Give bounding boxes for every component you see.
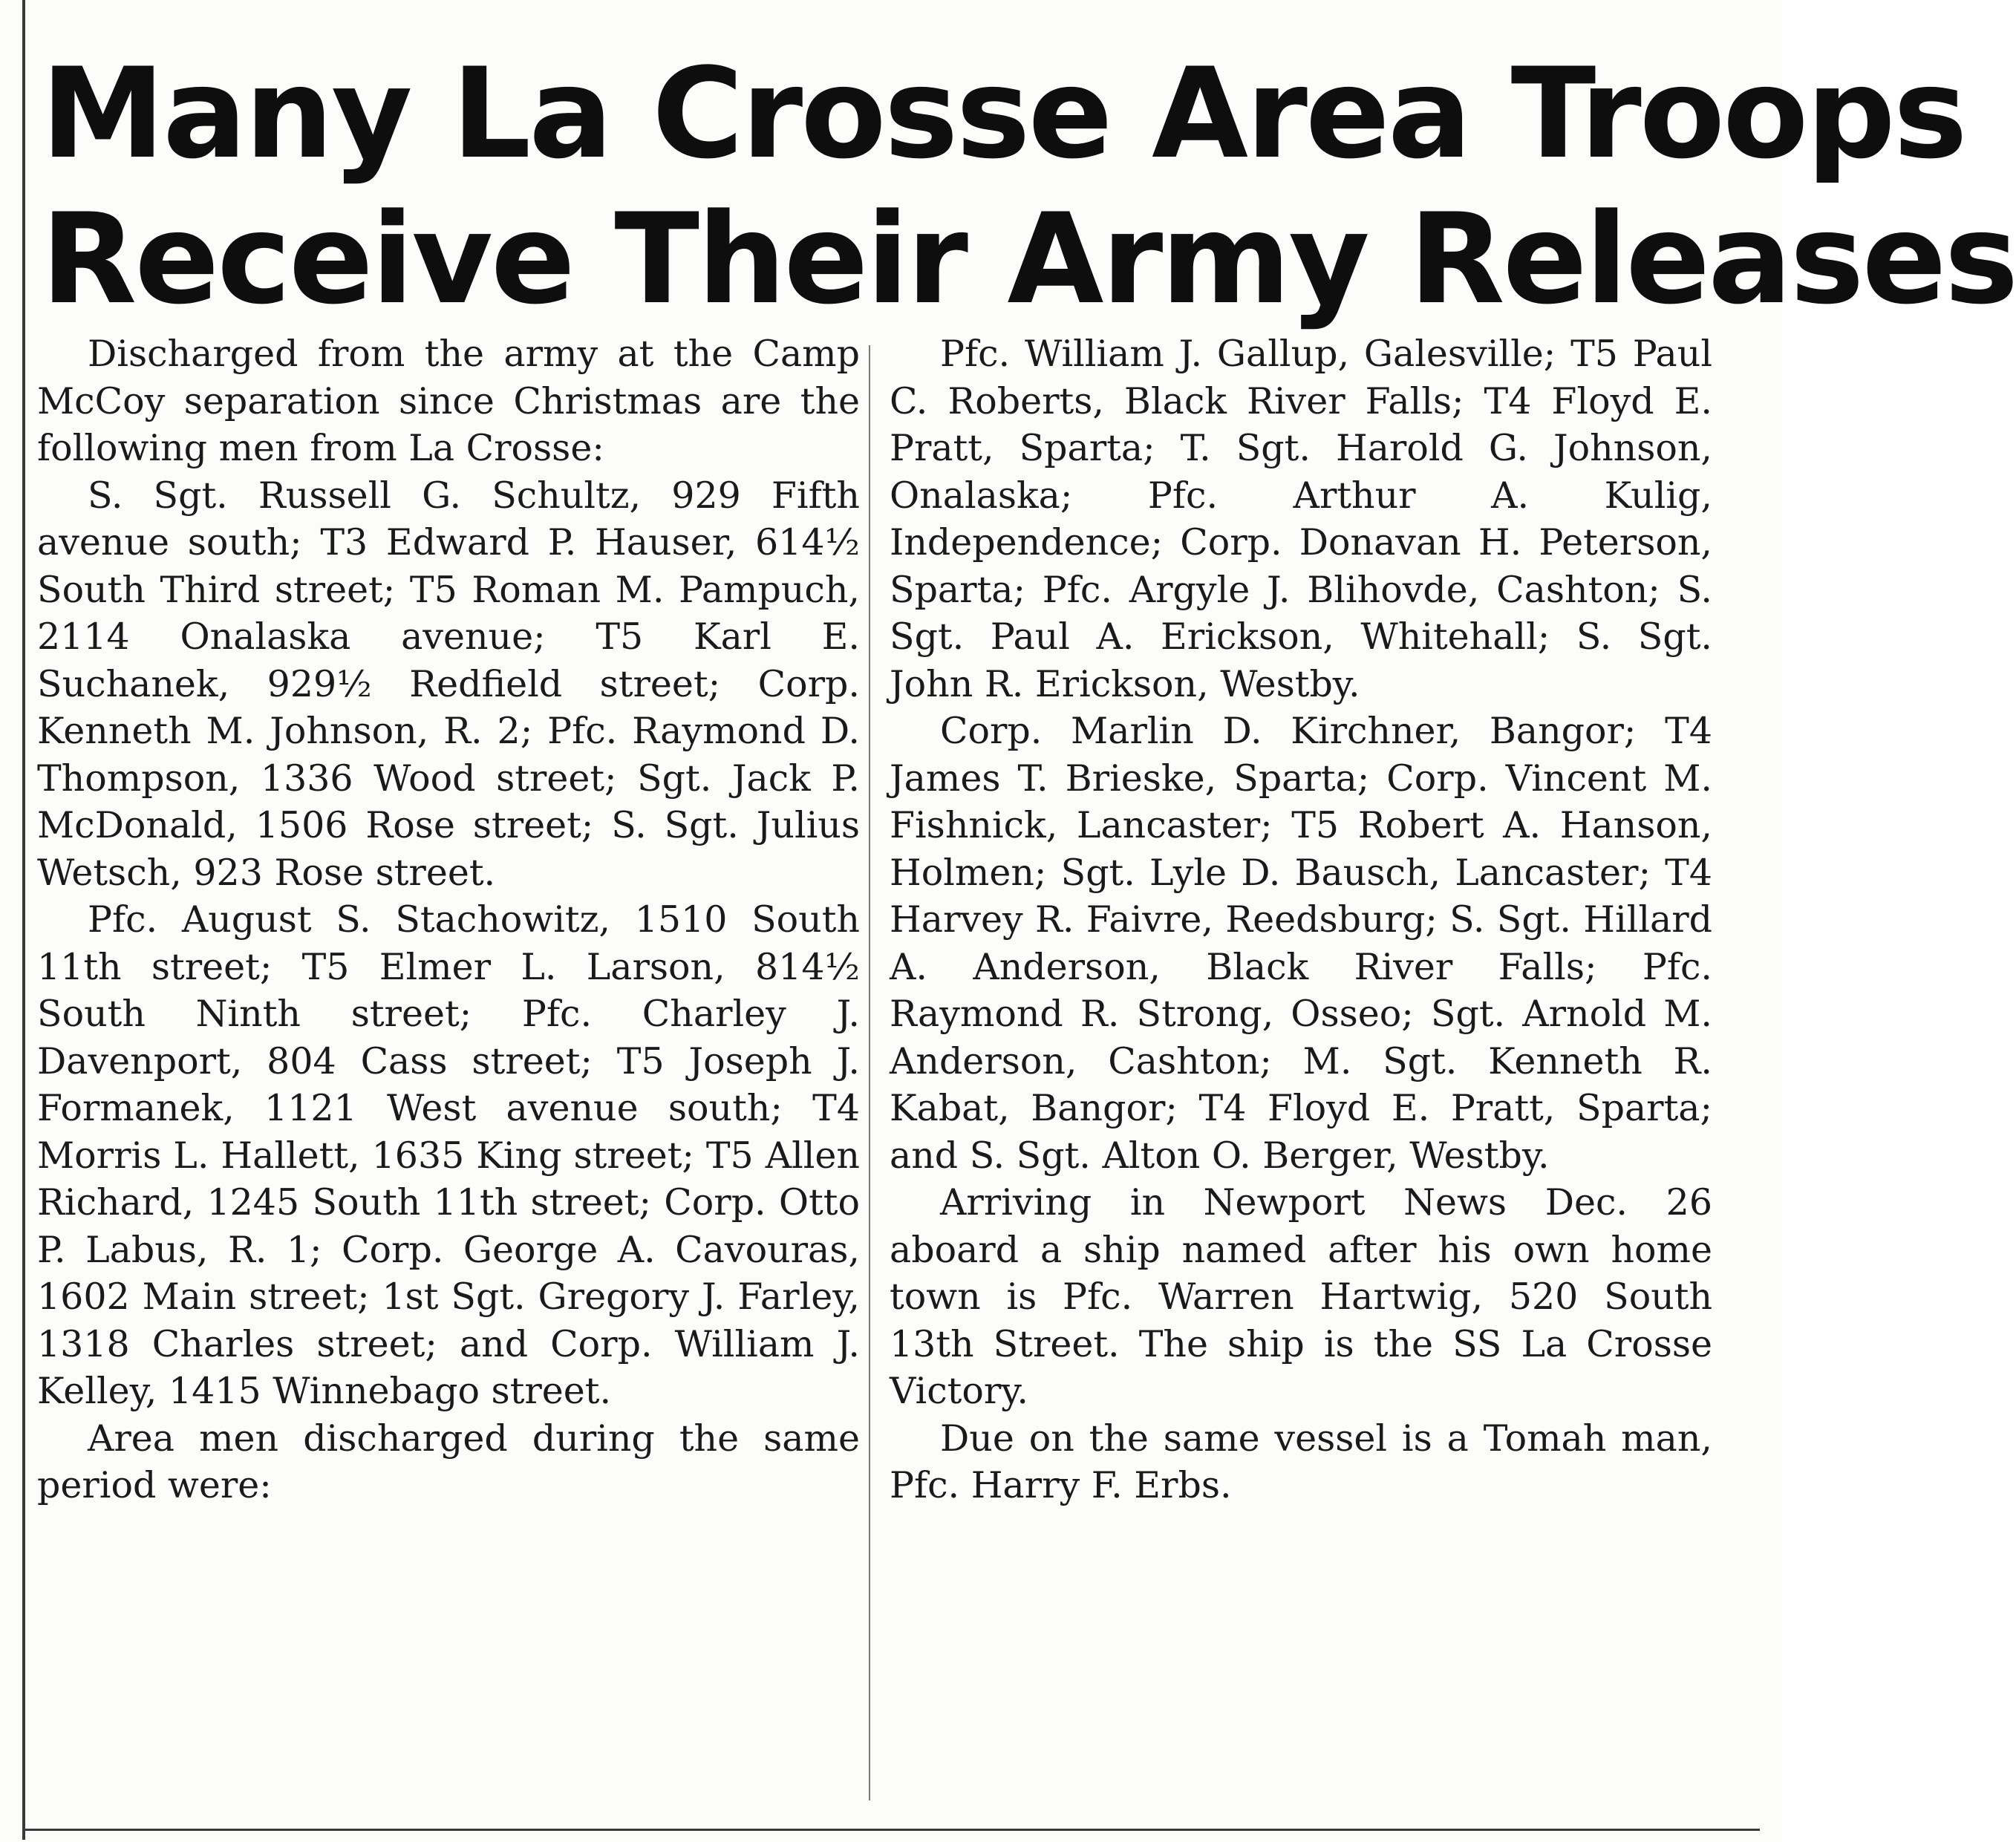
column-divider <box>869 345 870 1800</box>
paragraph: Corp. Marlin D. Kirchner, Bangor; T4 James T. Brieske, Sparta; Corp. Vincent M. Fishnick, Lancaster; T5 Robert A. Hanson, Holmen; Sgt. Lyle D. Bausch, Lancaster; T4 Harvey R. Faivre, Reedsburg; S. Sgt. Hillard A. Anderson, Black River Falls; Pfc. Raymond R. Strong, Osseo; Sgt. Arnold M. Anderson, Cashton; M. Sgt. Kenneth R. Kabat, Bangor; T4 Floyd E. Pratt, Sparta; and S. Sgt. Alton O. Berger, Westby. <box>890 710 1712 1177</box>
right-column <box>890 330 1712 1509</box>
headline-line-2: Receive Their Army Releases <box>41 186 2016 332</box>
paragraph: Pfc. William J. Gallup, Galesville; T5 Paul C. Roberts, Black River Falls; T4 Floyd E. Pratt, Sparta; T. Sgt. Harold G. Johnson, Onalaska; Pfc. Arthur A. Kulig, Independence; Corp. Donavan H. Peterson, Sparta; Pfc. Argyle J. Blihovde, Cashton; S. Sgt. Paul A. Erickson, Whitehall; S. Sgt. John R. Erickson, Westby. <box>890 333 1712 705</box>
headline <box>41 41 2016 332</box>
paragraph: Due on the same vessel is a Tomah man, Pfc. Harry F. Erbs. <box>890 1417 1712 1506</box>
headline-line-1: Many La Crosse Area Troops <box>41 41 1966 186</box>
paragraph: Pfc. August S. Stachowitz, 1510 South 11th street; T5 Elmer L. Larson, 814½ South Ninth street; Pfc. Charley J. Davenport, 804 Cass street; T5 Joseph J. Formanek, 1121 West avenue south; T4 Morris L. Hallett, 1635 King street; T5 Allen Richard, 1245 South 11th street; Corp. Otto P. Labus, R. 1; Corp. George A. Cavouras, 1602 Main street; 1st Sgt. Gregory J. Farley, 1318 Charles street; and Corp. William J. Kelley, 1415 Winnebago street. <box>37 898 860 1412</box>
paragraph: Arriving in Newport News Dec. 26 aboard a ship named after his own home town is Pfc. Warren Hartwig, 520 South 13th Street. The ship is the SS La Crosse Victory. <box>890 1181 1712 1412</box>
paragraph: Discharged from the army at the Camp McCoy separation since Christmas are the following men from La Crosse: <box>37 333 860 469</box>
bottom-border-rule <box>22 1829 1760 1831</box>
paragraph: Area men discharged during the same period were: <box>37 1417 860 1506</box>
left-border-rule <box>22 0 25 1840</box>
paragraph: S. Sgt. Russell G. Schultz, 929 Fifth avenue south; T3 Edward P. Hauser, 614½ South Third street; T5 Roman M. Pampuch, 2114 Onalaska avenue; T5 Karl E. Suchanek, 929½ Redfield street; Corp. Kenneth M. Johnson, R. 2; Pfc. Raymond D. Thompson, 1336 Wood street; Sgt. Jack P. McDonald, 1506 Rose street; S. Sgt. Julius Wetsch, 923 Rose street. <box>37 474 860 894</box>
left-column <box>37 330 860 1509</box>
